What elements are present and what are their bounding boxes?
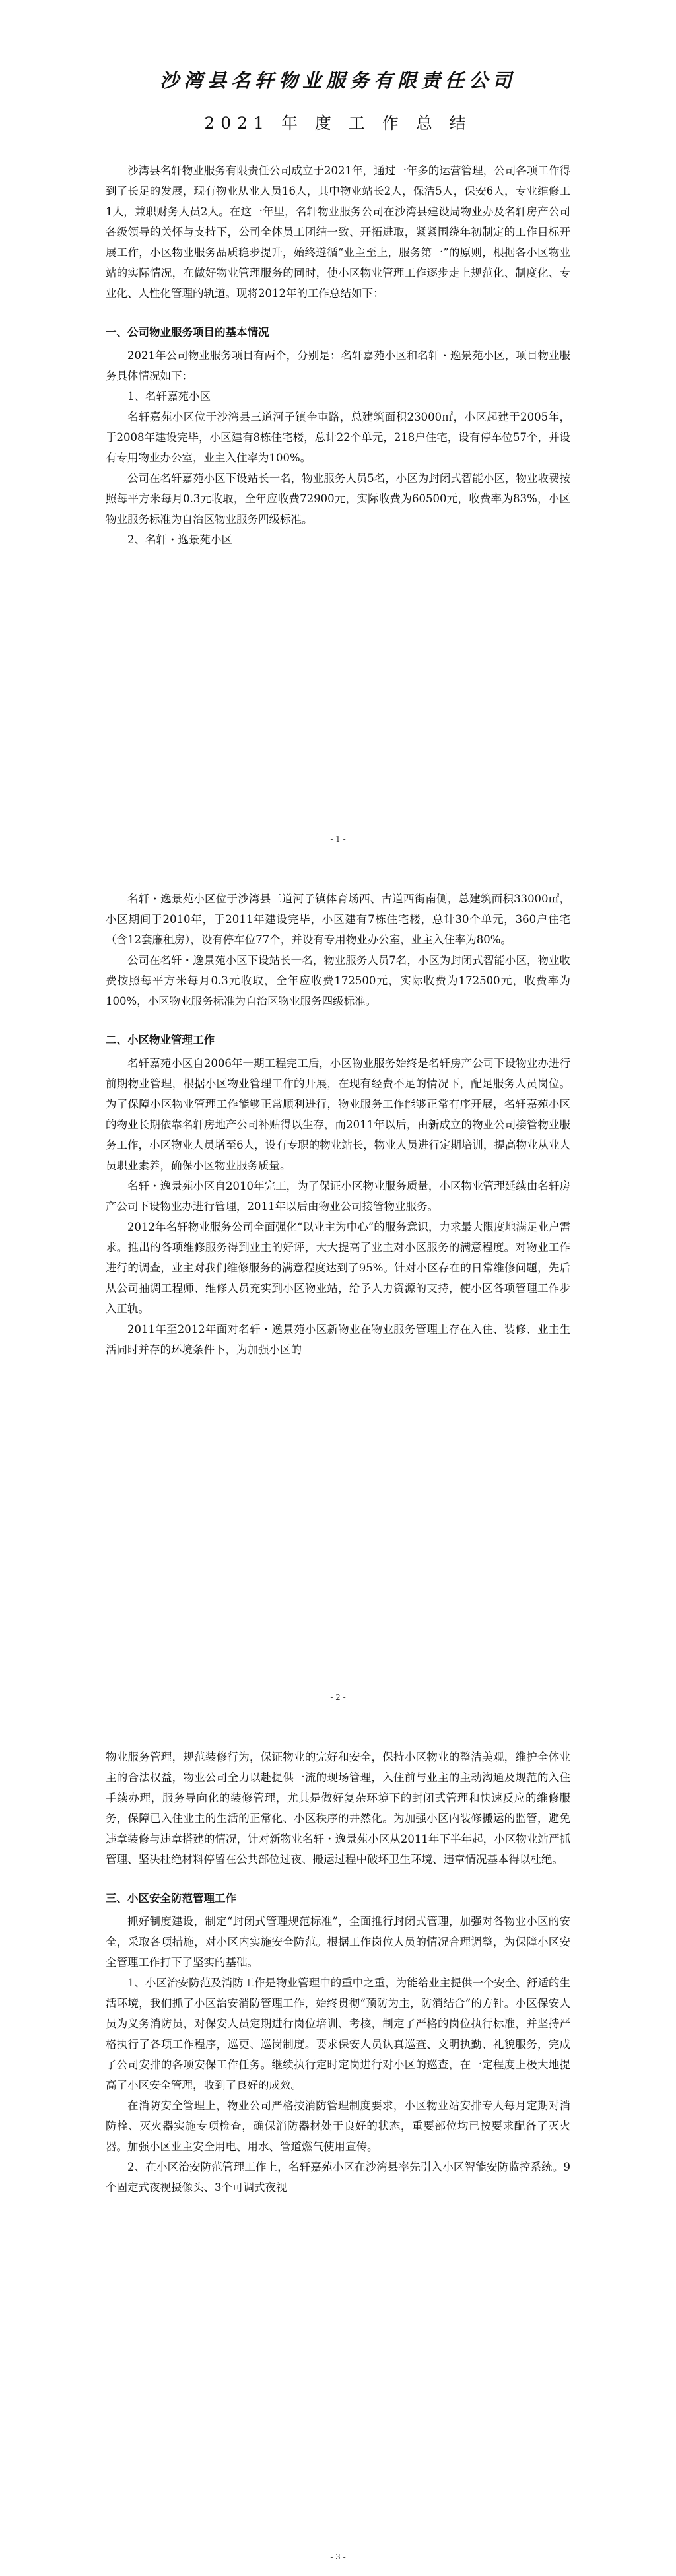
- body-paragraph: 名轩嘉苑小区自2006年一期工程完工后，小区物业服务始终是名轩房产公司下设物业办进行前期物业管理，根据小区物业管理工作的开展，在现有经费不足的情况下，配足服务人员岗位。为了保障小区物业管理工作能够正常顺利进行，物业服务工作能够正常有序开展，名轩嘉苑小区的物业长期依靠名轩房地产公司补贴得以生存，而2011年以后，由新成立的物业公司接管物业服务工作，小区物业人员增至6人，设有专职的物业站长，物业人员进行定期培训，提高物业从业人员职业素养，确保小区物业服务质量。: [106, 1057, 570, 1172]
- body-paragraph: 2011年至2012年面对名轩・逸景苑小区新物业在物业服务管理上存在入住、装修、业主生活同时并存的环境条件下，为加强小区的: [106, 1323, 570, 1356]
- document-page-3: [0, 1716, 676, 2576]
- document-page-1: [0, 0, 676, 858]
- body-paragraph: 2012年名轩物业服务公司全面强化“以业主为中心”的服务意识，力求最大限度地满足业户需求。推出的各项维修服务得到业主的好评，大大提高了业主对小区服务的满意程度。对物业工作进行的调查，业主对我们维修服务的满意程度达到了95%。针对小区存在的日常维修问题，先后从公司抽调工程师、维修人员充实到小区物业站，给予人力资源的支持，使小区各项管理工作步入正轨。: [106, 1221, 570, 1315]
- body-paragraph: 1、名轩嘉苑小区: [127, 390, 211, 403]
- page-number: - 3 -: [330, 2552, 346, 2561]
- section-heading: 二、小区物业管理工作: [106, 1034, 215, 1046]
- document-page-2: [0, 858, 676, 1716]
- page-body: [106, 1716, 570, 2198]
- body-paragraph: 抓好制度建设，制定“封闭式管理规范标准”，全面推行封闭式管理，加强对各物业小区的安全，采取各项措施，对小区内实施安全防范。根据工作岗位人员的情况合理调整，为保障小区安全管理工作打下了坚实的基础。: [106, 1915, 570, 1969]
- document-title: 沙湾县名轩物业服务有限责任公司: [159, 69, 516, 92]
- page-number: - 2 -: [330, 1693, 346, 1702]
- body-paragraph: 名轩・逸景苑小区位于沙湾县三道河子镇体育场西、古道西街南侧，总建筑面积33000㎡，小区期间于2010年，于2011年建设完毕，小区建有7栋住宅楼，总计30个单元，360户住宅（含12套廉租房），设有停车位77个，并设有专用物业办公室，业主入住率为80%。: [106, 893, 570, 946]
- page-number: - 1 -: [330, 834, 346, 844]
- body-paragraph: 2、名轩・逸景苑小区: [127, 533, 232, 546]
- page-body: [106, 160, 570, 550]
- body-paragraph: 2、在小区治安防范管理工作上，名轩嘉苑小区在沙湾县率先引入小区智能安防监控系统。9个固定式夜视摄像头、3个可调式夜视: [106, 2161, 570, 2194]
- page-body: [106, 858, 570, 1360]
- body-paragraph: 公司在名轩嘉苑小区下设站长一名，物业服务人员5名，小区为封闭式智能小区，物业收费按照每平方米每月0.3元收取，全年应收费72900元，实际收费为60500元，收费率为83%，小区物业服务标准为自治区物业服务四级标准。: [106, 472, 570, 525]
- document-subtitle: 2021 年 度 工 作 总 结: [204, 114, 472, 133]
- body-paragraph: 沙湾县名轩物业服务有限责任公司成立于2021年，通过一年多的运营管理，公司各项工作得到了长足的发展，现有物业从业人员16人，其中物业站长2人，保洁5人，保安6人，专业维修工1人，兼职财务人员2人。在这一年里，名轩物业服务公司在沙湾县建设局物业办及名轩房产公司各级领导的关怀与支持下，公司全体员工团结一致、开拓进取，紧紧围绕年初制定的工作目标开展工作，小区物业服务品质稳步提升，始终遵循“业主至上，服务第一”的原则，根据各小区物业站的实际情况，在做好物业管理服务的同时，使小区物业管理工作逐步走上规范化、制度化、专业化、人性化管理的轨道。现将2012年的工作总结如下：: [106, 164, 570, 300]
- section-heading: 三、小区安全防范管理工作: [106, 1892, 236, 1905]
- body-paragraph: 在消防安全管理上，物业公司严格按消防管理制度要求，小区物业站安排专人每月定期对消防栓、灭火器实施专项检查，确保消防器材处于良好的状态，重要部位均已按要求配备了灭火器。加强小区业主安全用电、用水、管道燃气使用宣传。: [106, 2099, 570, 2153]
- body-paragraph: 名轩・逸景苑小区自2010年完工，为了保证小区物业服务质量，小区物业管理延续由名轩房产公司下设物业办进行管理，2011年以后由物业公司接管物业服务。: [106, 1180, 570, 1213]
- body-paragraph: 物业服务管理，规范装修行为，保证物业的完好和安全，保持小区物业的整洁美观，维护全体业主的合法权益，物业公司全力以赴提供一流的现场管理，入住前与业主的主动沟通及规范的入住手续办理，服务导向化的装修管理，尤其是做好复杂环境下的封闭式管理和快速反应的维修服务，保障已入住业主的生活的正常化、小区秩序的井然化。为加强小区内装修搬运的监管，避免违章装修与违章搭建的情况，针对新物业名轩・逸景苑小区从2011年下半年起，小区物业站严抓管理、坚决杜绝材料停留在公共部位过夜、搬运过程中破坏卫生环境、违章情况基本得以杜绝。: [106, 1751, 570, 1866]
- body-paragraph: 2021年公司物业服务项目有两个，分别是：名轩嘉苑小区和名轩・逸景苑小区，项目物业服务具体情况如下：: [106, 349, 570, 382]
- body-paragraph: 名轩嘉苑小区位于沙湾县三道河子镇奎屯路，总建筑面积23000㎡，小区起建于2005年，于2008年建设完毕，小区建有8栋住宅楼，总计22个单元，218户住宅，设有停车位57个，并设有专用物业办公室，业主入住率为100%。: [106, 411, 570, 464]
- section-heading: 一、公司物业服务项目的基本情况: [106, 326, 269, 339]
- body-paragraph: 1、小区治安防范及消防工作是物业管理中的重中之重，为能给业主提供一个安全、舒适的生活环境，我们抓了小区治安消防管理工作，始终贯彻“预防为主，防消结合”的方针。小区保安人员为义务消防员，对保安人员定期进行岗位培训、考核，制定了严格的岗位执行标准，并坚持严格执行了各项工作程序，巡更、巡岗制度。要求保安人员认真巡查、文明执勤、礼貌服务，完成了公司安排的各项安保工作任务。继续执行定时定岗进行对小区的巡查，在一定程度上极大地提高了小区安全管理，收到了良好的成效。: [106, 1977, 570, 2091]
- body-paragraph: 公司在名轩・逸景苑小区下设站长一名，物业服务人员7名，小区为封闭式智能小区，物业收费按照每平方米每月0.3元收取，全年应收费172500元，实际收费为172500元，收费率为100%，小区物业服务标准为自治区物业服务四级标准。: [106, 954, 570, 1007]
